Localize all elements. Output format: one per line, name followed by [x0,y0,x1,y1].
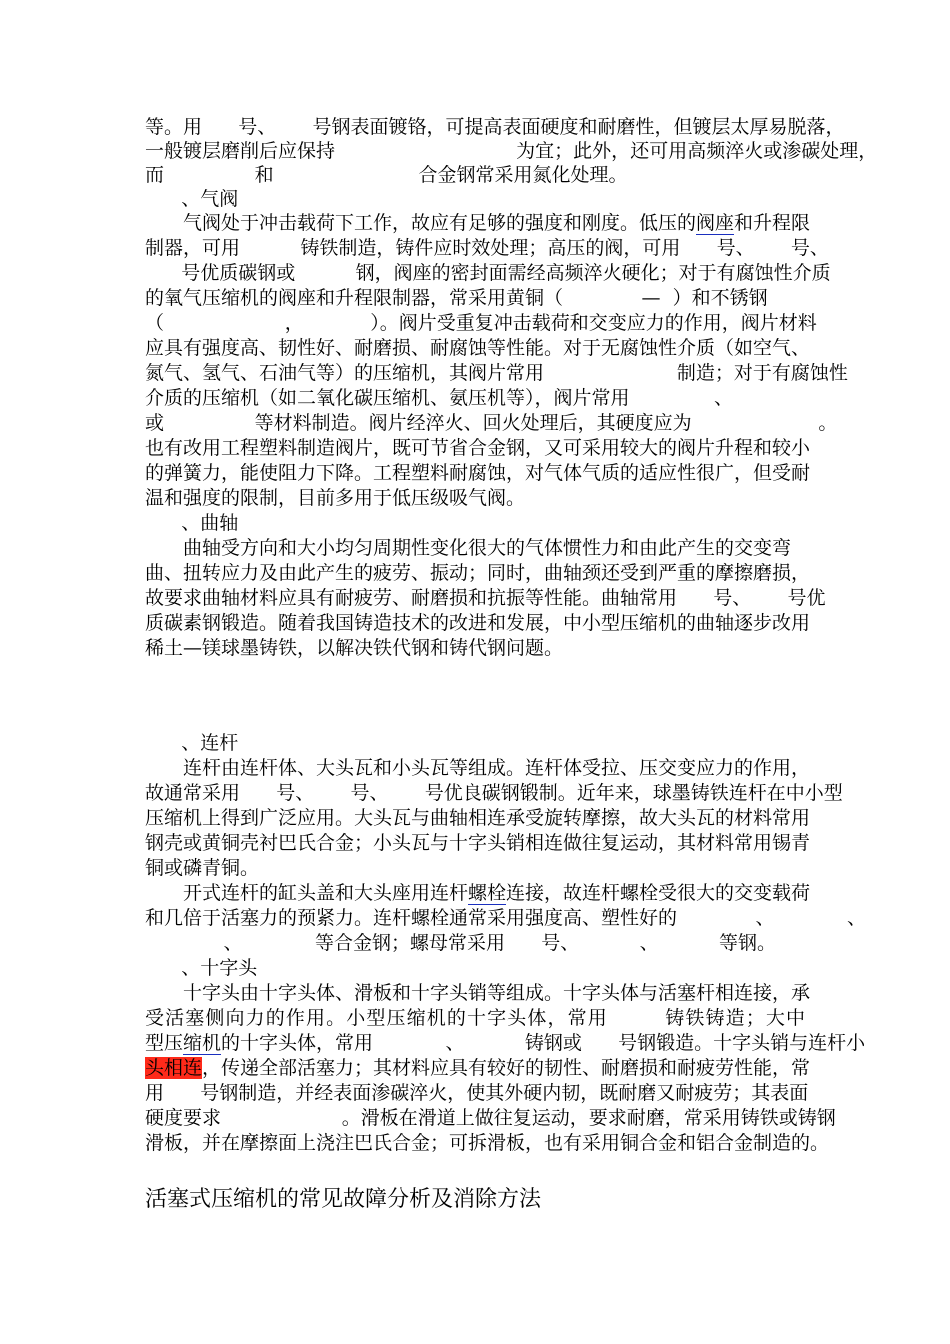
paragraph-line: 滑板，并在摩擦面上浇注巴氏合金；可拆滑板，也有采用铜合金和铝合金制造的。 [145,1132,830,1154]
section-heading-connecting-rod: 、连杆 [145,732,239,754]
text-span: ，传递全部活塞力；其材料应具有较好的韧性、耐磨损和耐疲劳性能，常 [202,1057,811,1079]
underlined-word: 螺栓 [468,882,507,904]
paragraph-line: 的氧气压缩机的阀座和升程限制器，常采用黄铜（ — ）和不锈钢 [145,287,768,309]
underlined-word: 缩机 [183,1032,222,1054]
paragraph-line: 介质的压缩机（如二氧化碳压缩机、氨压机等），阀片常用 、 [145,387,806,409]
paragraph-line [145,1056,811,1080]
paragraph-line: 氮气、氢气、石油气等）的压缩机，其阀片常用 制造；对于有腐蚀性 [145,362,848,384]
section-heading-crankshaft: 、曲轴 [145,512,239,534]
paragraph-line: 和几倍于活塞力的预紧力。连杆螺栓通常采用强度高、塑性好的 、 、 [145,907,866,929]
paragraph-line: 号优质碳钢或 钢，阀座的密封面需经高频淬火硬化；对于有腐蚀性介质 [145,262,831,284]
paragraph-line: 质碳素钢锻造。随着我国铸造技术的改进和发展，中小型压缩机的曲轴逐步改用 [145,612,811,634]
paragraph-line: 压缩机上得到广泛应用。大头瓦与曲轴相连承受旋转摩擦，故大头瓦的材料常用 [145,807,811,829]
text-span: 连接，故连杆螺栓受很大的交变载荷 [506,882,811,904]
paragraph-line: 应具有强度高、韧性好、耐磨损、耐腐蚀等性能。对于无腐蚀性介质（如空气、 [145,337,811,359]
text-span: 和升程限 [734,212,811,234]
paragraph-line: 的弹簧力，能使阻力下降。工程塑料耐腐蚀，对气体气质的适应性很广，但受耐 [145,462,811,484]
text-span: 开式连杆的缸头盖和大头座用连杆 [183,882,469,904]
paragraph-line: 铜或磷青铜。 [145,857,260,879]
paragraph-line: 制器，可用 铸铁制造，铸件应时效处理；高压的阀，可用 号、 号、 [145,237,829,259]
text-span: 气阀处于冲击载荷下工作，故应有足够的强度和刚度。低压的 [183,212,697,234]
paragraph-line: 故通常采用 号、 号、 号优良碳钢锻制。近年来，球墨铸铁连杆在中小型 [145,782,843,804]
highlighted-text: 头相连 [145,1057,203,1079]
paragraph-line: 温和强度的限制，目前多用于低压级吸气阀。 [145,487,526,509]
paragraph-line: 钢壳或黄铜壳衬巴氏合金；小头瓦与十字头销相连做往复运动，其材料常用锡青 [145,832,811,854]
paragraph-line: 十字头由十字头体、滑板和十字头销等组成。十字头体与活塞杆相连接，承 [183,982,811,1004]
paragraph-line: 曲轴受方向和大小均匀周期性变化很大的气体惯性力和由此产生的交变弯 [183,537,792,559]
paragraph-line: 等。用 号、 号钢表面镀铬，可提高表面硬度和耐磨性，但镀层太厚易脱落， [145,116,845,138]
paragraph-line: 而 和 合金钢常采用氮化处理。 [145,164,628,186]
paragraph-line: 受活塞侧向力的作用。小型压缩机的十字头体，常用 铸铁铸造；大中 [145,1007,805,1029]
paragraph-line: 硬度要求 。滑板在滑道上做往复运动，要求耐磨，常采用铸铁或铸钢 [145,1107,836,1129]
text-span: 型压 [145,1032,184,1054]
text-span: 的十字头体，常用 、 铸钢或 号钢锻造。十字头销与连杆小 [221,1032,866,1054]
paragraph-line: 或 等材料制造。阀片经淬火、回火处理后，其硬度应为 。 [145,412,838,434]
paragraph-line: 曲、扭转应力及由此产生的疲劳、振动；同时，曲轴颈还受到严重的摩擦磨损， [145,562,811,584]
section-heading-valve: 、气阀 [145,188,239,210]
paragraph-line: 、 等合金钢；螺母常采用 号、 、 等钢。 [145,932,777,954]
paragraph-line [183,211,811,235]
paragraph-line: 连杆由连杆体、大头瓦和小头瓦等组成。连杆体受拉、压交变应力的作用， [183,757,811,779]
underlined-word: 阀座 [696,212,735,234]
paragraph-line [145,1031,866,1055]
section-title: 活塞式压缩机的常见故障分析及消除方法 [145,1187,542,1212]
paragraph-line: 稀土—镁球墨铸铁，以解决铁代钢和铸代钢问题。 [145,637,564,659]
section-heading-crosshead: 、十字头 [145,957,258,979]
paragraph-line: 用 号钢制造，并经表面渗碳淬火，使其外硬内韧，既耐磨又耐疲劳；其表面 [145,1082,809,1104]
paragraph-line: （ ， ）。阀片受重复冲击载荷和交变应力的作用，阀片材料 [145,312,817,334]
paragraph-line [183,881,811,905]
paragraph-line: 也有改用工程塑料制造阀片，既可节省合金钢，又可采用较大的阀片升程和较小 [145,437,811,459]
paragraph-line: 故要求曲轴材料应具有耐疲劳、耐磨损和抗振等性能。曲轴常用 号、 号优 [145,587,826,609]
paragraph-line: 一般镀层磨削后应保持 为宜；此外，还可用高频淬火或渗碳处理， [145,140,878,162]
